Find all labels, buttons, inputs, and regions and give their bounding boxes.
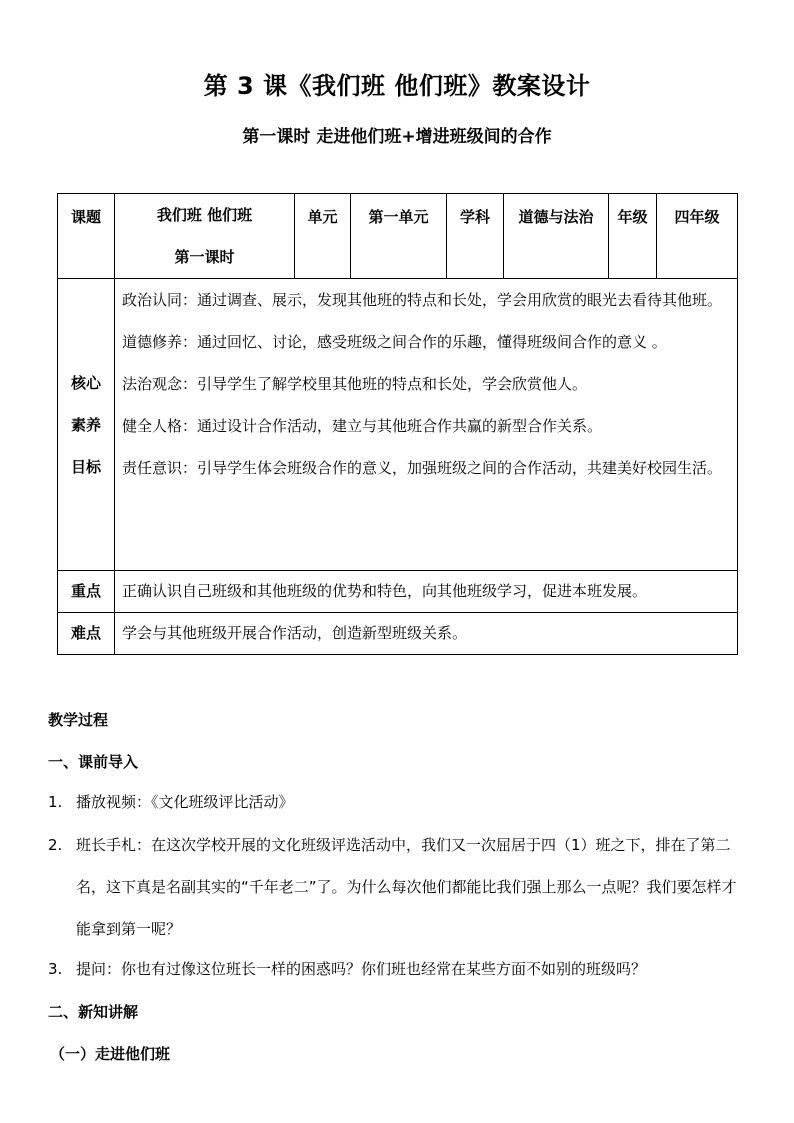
goal-item: 健全人格：通过设计合作活动，建立与其他班合作共赢的新型合作关系。 [122, 417, 603, 435]
header-keti: 课题 [58, 194, 115, 279]
table-row [58, 194, 738, 279]
goals-label: 核心 素养 目标 [58, 279, 115, 571]
subject-value: 道德与法治 [504, 194, 609, 279]
process-heading: 教学过程 [48, 711, 109, 729]
list-item [48, 824, 748, 950]
section-heading: 二、新知讲解 [48, 1003, 139, 1021]
item-text: 班长手札：在这次学校开展的文化班级评选活动中，我们又一次屈居于四（1）班之下，排在了第二名，这下真是名副其实的“千年老二”了。为什么每次他们都能比我们强上那么一点呢？我们要怎样才能拿到第一呢？ [76, 836, 737, 938]
lesson-title: 我们班 他们班 [156, 206, 253, 224]
unit-value: 第一单元 [351, 194, 447, 279]
table-row [58, 279, 738, 571]
key-text: 正确认识自己班级和其他班级的优势和特色，向其他班级学习，促进本班发展。 [115, 571, 738, 613]
table-row [58, 571, 738, 613]
item-number: 3. [48, 960, 63, 978]
list-item [48, 948, 748, 990]
lesson-info-table [57, 193, 738, 655]
difficulty-label: 难点 [58, 613, 115, 655]
goal-item: 法治观念：引导学生了解学校里其他班的特点和长处，学会欣赏他人。 [122, 375, 588, 393]
document-title: 第 3 课《我们班 他们班》教案设计 [203, 72, 591, 100]
item-text: 提问：你也有过像这位班长一样的困惑吗？你们班也经常在某些方面不如别的班级吗？ [76, 960, 647, 978]
header-grade: 年级 [609, 194, 657, 279]
goals-cell [115, 279, 738, 571]
goal-item: 政治认同：通过调查、展示，发现其他班的特点和长处，学会用欣赏的眼光去看待其他班。 [122, 291, 723, 309]
table-row [58, 613, 738, 655]
key-label: 重点 [58, 571, 115, 613]
lesson-period: 第一课时 [174, 248, 235, 266]
header-subject: 学科 [447, 194, 504, 279]
document-subtitle: 第一课时 走进他们班+增进班级间的合作 [242, 127, 552, 147]
item-number: 2. [48, 836, 63, 854]
lesson-title-cell [115, 194, 295, 279]
list-item [48, 781, 748, 823]
header-unit: 单元 [295, 194, 351, 279]
item-text: 播放视频：《文化班级评比活动》 [76, 793, 294, 811]
grade-value: 四年级 [657, 194, 738, 279]
difficulty-text: 学会与其他班级开展合作活动，创造新型班级关系。 [115, 613, 738, 655]
goal-item: 道德修养：通过回忆、讨论，感受班级之间合作的乐趣，懂得班级间合作的意义 。 [122, 333, 667, 351]
subsection-heading: （一）走进他们班 [50, 1045, 171, 1063]
goal-item: 责任意识：引导学生体会班级合作的意义，加强班级之间的合作活动，共建美好校园生活。 [122, 459, 723, 477]
section-heading: 一、课前导入 [48, 753, 139, 771]
item-number: 1. [48, 793, 63, 811]
